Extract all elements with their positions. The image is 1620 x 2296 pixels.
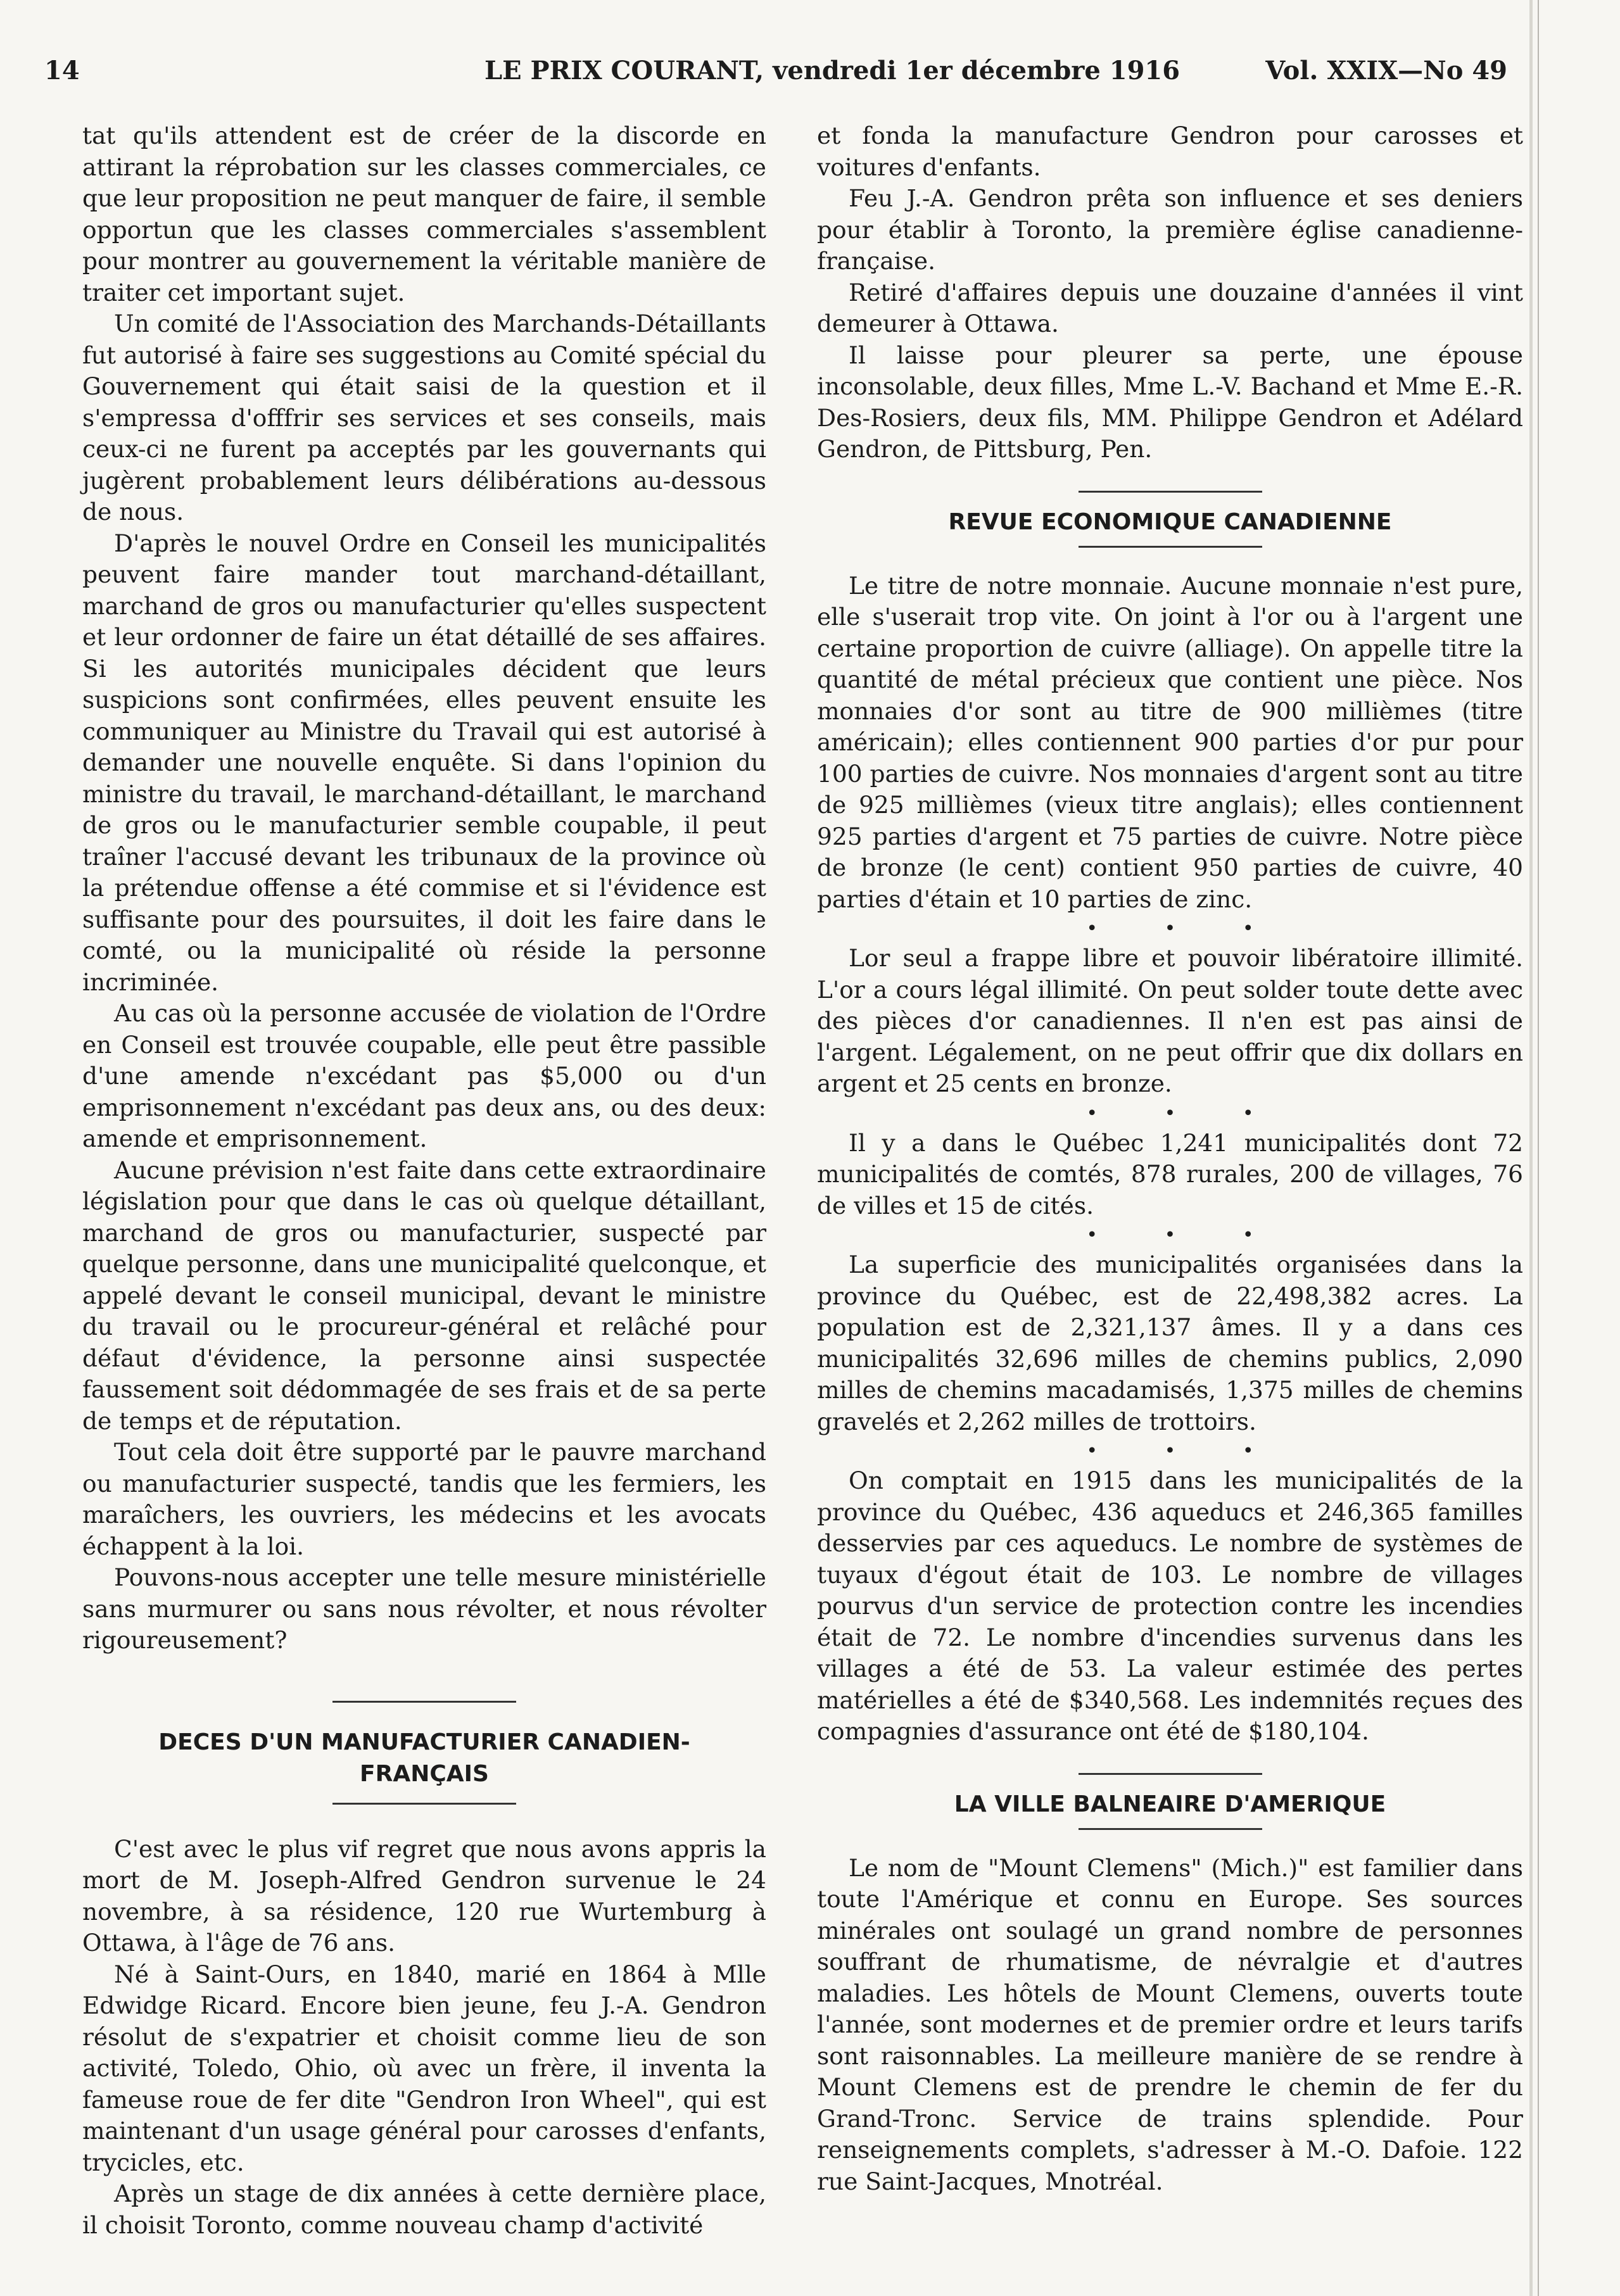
article-paragraph: Retiré d'affaires depuis une douzaine d'années il vint demeurer à Ottawa. (817, 278, 1523, 337)
article-paragraph: Après un stage de dix années à cette dernière place, il choisit Toronto, comme nouveau champ d'activité (82, 2179, 766, 2239)
publication-line: LE PRIX COURANT, vendredi 1er décembre 1916 (484, 56, 1180, 85)
article-paragraph: C'est avec le plus vif regret que nous avons appris la mort de M. Joseph-Alfred Gendron survenue le 24 novembre, à sa résidence, 120 rue Wurtemburg à Ottawa, à l'âge de 76 ans. (82, 1834, 766, 1957)
page-edge (1529, 0, 1533, 2296)
article-paragraph: On comptait en 1915 dans les municipalités de la province du Québec, 436 aqueducs et 246,365 familles desservies par ces aqueducs. Le nombre de systèmes de tuyaux d'égout était de 103. Le nombre de villages pourvus d'un service de protection contre les incendies était de 72. Le nombre d'incendies survenus dans les villages a été de 53. La valeur estimée des pertes matérielles a été de $340,568. Les indemnités reçues des compagnies d'assurance ont été de $180,104. (817, 1467, 1523, 1745)
section-heading-deces (82, 1727, 766, 1790)
volume-number: Vol. XXIX—No 49 (1265, 56, 1507, 85)
bullet-separator: • • • (1086, 1102, 1284, 1125)
page-number: 14 (44, 56, 80, 85)
page-header (38, 56, 1507, 100)
article-paragraph: Le nom de "Mount Clemens" (Mich.)" est familier dans toute l'Amérique et connu en Europe. Ses sources minérales ont soulagé un grand nombre de personnes souffrant de rhumatisme, de névralgie et d'autres maladies. Les hôtels de Mount Clemens, ouverts toute l'année, sont modernes et de premier ordre et leurs tarifs sont raisonnables. La meilleure manière de se rendre à Mount Clemens est de prendre le chemin de fer du Grand-Tronc. Service de trains splendide. Pour renseignements complets, s'adresser à M.-O. Dafoie. 122 rue Saint-Jacques, Mnotréal. (817, 1853, 1523, 2195)
article-paragraph: Il y a dans le Québec 1,241 municipalités dont 72 municipalités de comtés, 878 rurales, 200 de villages, 76 de villes et 15 de cités. (817, 1128, 1523, 1220)
article-paragraph: Feu J.-A. Gendron prêta son influence et ses deniers pour établir à Toronto, la première église canadienne-française. (817, 184, 1523, 275)
bullet-separator: • • • (1086, 1224, 1284, 1246)
article-paragraph: Né à Saint-Ours, en 1840, marié en 1864 à Mlle Edwidge Ricard. Encore bien jeune, feu J.-A. Gendron résolut de s'expatrier et choisit comme lieu de son activité, Toledo, Ohio, où avec un frère, il inventa la fameuse roue de fer dite "Gendron Iron Wheel", qui est maintenant d'un usage général pour carosses d'enfants, trycicles, etc. (82, 1960, 766, 2176)
article-paragraph: Au cas où la personne accusée de violation de l'Ordre en Conseil est trouvée coupable, elle peut être passible d'une amende n'excédant pas $5,000 ou d'un emprisonnement n'excédant pas deux ans, ou des deux: amende et emprisonnement. (82, 999, 766, 1152)
article-paragraph: D'après le nouvel Ordre en Conseil les municipalités peuvent faire mander tout marchand-détaillant, marchand de gros ou manufacturier qu'elles suspectent et leur ordonner de faire un état détaillé de ses affaires. Si les autorités municipales décident que leurs suspicions sont confirmées, elles peuvent ensuite les communiquer au Ministre du Travail qui est autorisé à demander une nouvelle enquête. Si dans l'opinion du ministre du travail, le marchand-détaillant, le marchand de gros ou le manufacturier semble coupable, il peut traîner l'accusé devant les tribunaux de la province où la prétendue offense a été commise et si l'évidence est suffisante pour des poursuites, il doit les faire dans le comté, ou la municipalité où réside la personne incriminée. (82, 529, 766, 996)
article-paragraph: Pouvons-nous accepter une telle mesure ministérielle sans murmurer ou sans nous révolter, et nous révolter rigoureusement? (82, 1563, 766, 1654)
article-paragraph: Aucune prévision n'est faite dans cette extraordinaire législation pour que dans le cas où quelque détaillant, marchand de gros ou manufacturier, suspecté par quelque personne, dans une municipalité quelconque, et appelé devant le conseil municipal, devant le ministre du travail ou le procureur-général et relâché pour défaut d'évidence, la personne ainsi suspectée faussement soit dédommagée de ses frais et de sa perte de temps et de réputation. (82, 1156, 766, 1435)
article-paragraph: et fonda la manufacture Gendron pour carosses et voitures d'enfants. (817, 122, 1523, 181)
article-paragraph: tat qu'ils attendent est de créer de la discorde en attirant la réprobation sur les classes commerciales, ce que leur proposition ne peut manquer de faire, il semble opportun que les classes commerciales s'assemblent pour montrer au gouvernement la véritable manière de traiter cet important sujet. (82, 122, 766, 306)
article-paragraph: Tout cela doit être supporté par le pauvre marchand ou manufacturier suspecté, tandis que les fermiers, les maraîchers, les ouvriers, les médecins et les avocats échappent à la loi. (82, 1438, 766, 1560)
bullet-separator: • • • (1086, 1440, 1284, 1462)
heading-line-2: FRANÇAIS (360, 1760, 489, 1787)
article-paragraph: Il laisse pour pleurer sa perte, une épouse inconsolable, deux filles, Mme L.-V. Bachand et Mme E.-R. Des-Rosiers, deux fils, MM. Philippe Gendron et Adélard Gendron, de Pittsburg, Pen. (817, 341, 1523, 463)
bullet-separator: • • • (1086, 918, 1284, 940)
right-column (817, 120, 1523, 2197)
page-edge-line (1538, 0, 1539, 2296)
article-paragraph: Le titre de notre monnaie. Aucune monnaie n'est pure, elle s'userait trop vite. On joint à l'or ou à l'argent une certaine proportion de cuivre (alliage). On appelle titre la quantité de métal précieux que contient une pièce. Nos monnaies d'or sont au titre de 900 millièmes (titre américain); elles contiennent 900 parties d'or pur pour 100 parties de cuivre. Nos monnaies d'argent sont au titre de 925 millièmes (vieux titre anglais); elles contiennent 925 parties d'argent et 75 parties de cuivre. Notre pièce de bronze (le cent) contient 950 parties de cuivre, 40 parties d'étain et 10 parties de zinc. (817, 571, 1523, 913)
section-heading-revue: REVUE ECONOMIQUE CANADIENNE (948, 508, 1392, 535)
section-heading-ville: LA VILLE BALNEAIRE D'AMERIQUE (954, 1791, 1386, 1817)
article-paragraph: Un comité de l'Association des Marchands-Détaillants fut autorisé à faire ses suggestions au Comité spécial du Gouvernement qui était saisi de la question et il s'empressa d'offfrir ses services et ses conseils, mais ceux-ci ne furent pa acceptés par les gouvernants qui jugèrent probablement leurs délibérations au-dessous de nous. (82, 310, 766, 526)
left-column (82, 120, 766, 2241)
article-paragraph: Lor seul a frappe libre et pouvoir libératoire illimité. L'or a cours légal illimité. On peut solder toute dette avec des pièces d'or canadiennes. Il n'en est pas ainsi de l'argent. Légalement, on ne peut offrir que dix dollars en argent et 25 cents en bronze. (817, 944, 1523, 1097)
article-paragraph: La superficie des municipalités organisées dans la province du Québec, est de 22,498,382 acres. La population est de 2,321,137 âmes. Il y a dans ces municipalités 32,696 milles de chemins publics, 2,090 milles de chemins macadamisés, 1,375 milles de chemins gravelés et 2,262 milles de trottoirs. (817, 1251, 1523, 1435)
heading-line-1: DECES D'UN MANUFACTURIER CANADIEN- (158, 1729, 690, 1755)
